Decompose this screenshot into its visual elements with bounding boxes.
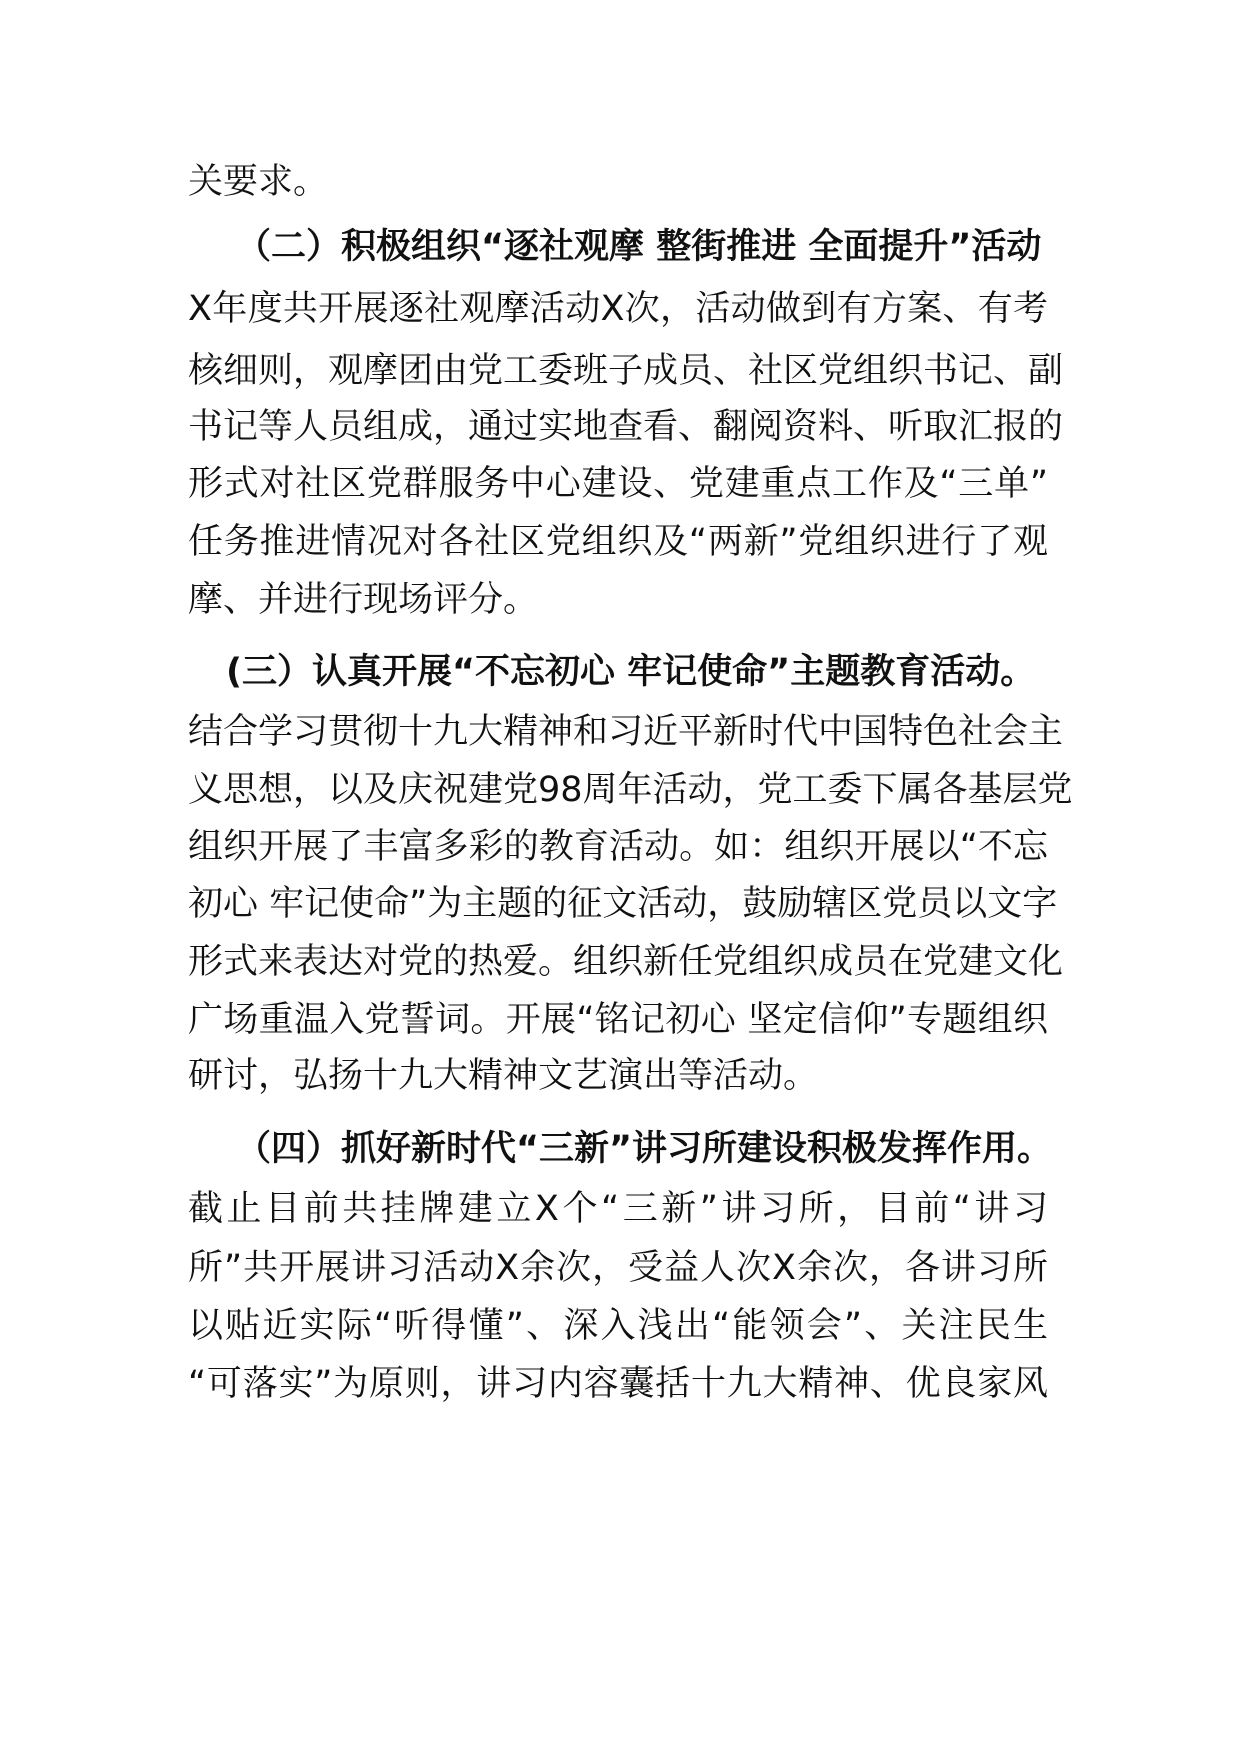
- paragraph-line: 义思想，以及庆祝建党98周年活动，党工委下属各基层党: [188, 770, 1073, 810]
- paragraph-line: 核细则，观摩团由党工委班子成员、社区党组织书记、副: [188, 351, 1064, 391]
- paragraph-line: 任务推进情况对各社区党组织及“两新”党组织进行了观: [188, 522, 1048, 562]
- paragraph-line: 形式来表达对党的热爱。组织新任党组织成员在党建文化: [188, 942, 1064, 982]
- paragraph-line: 摩、并进行现场评分。: [188, 580, 539, 620]
- paragraph-line: 书记等人员组成，通过实地查看、翻阅资料、听取汇报的: [188, 407, 1064, 447]
- paragraph-line: 研讨，弘扬十九大精神文艺演出等活动。: [188, 1056, 819, 1096]
- paragraph-line: 形式对社区党群服务中心建设、党建重点工作及“三单”: [188, 464, 1048, 504]
- continuation-line: 关要求。: [188, 162, 329, 202]
- paragraph-line: 组织开展了丰富多彩的教育活动。如：组织开展以“不忘: [188, 827, 1048, 867]
- paragraph-line: 以贴近实际“听得懂”、深入浅出“能领会”、关注民生: [188, 1306, 1048, 1346]
- section-heading-2: （二）积极组织“逐社观摩 整街推进 全面提升”活动: [236, 227, 1042, 267]
- paragraph-line: 截止目前共挂牌建立X个“三新”讲习所，目前“讲习: [188, 1189, 1048, 1229]
- section-heading-3: (三）认真开展“不忘初心 牢记使命”主题教育活动。: [226, 652, 1036, 692]
- paragraph-line: 结合学习贯彻十九大精神和习近平新时代中国特色社会主: [188, 712, 1064, 752]
- paragraph-line: X年度共开展逐社观摩活动X次，活动做到有方案、有考: [188, 289, 1048, 329]
- paragraph-line: 广场重温入党誓词。开展“铭记初心 坚定信仰”专题组织: [188, 1000, 1048, 1040]
- paragraph-line: 所”共开展讲习活动X余次，受益人次X余次，各讲习所: [188, 1248, 1048, 1288]
- paragraph-line: 初心 牢记使命”为主题的征文活动，鼓励辖区党员以文字: [188, 884, 1058, 924]
- section-heading-4: （四）抓好新时代“三新”讲习所建设积极发挥作用。: [236, 1129, 1053, 1169]
- paragraph-line: “可落实”为原则，讲习内容囊括十九大精神、优良家风: [188, 1364, 1048, 1404]
